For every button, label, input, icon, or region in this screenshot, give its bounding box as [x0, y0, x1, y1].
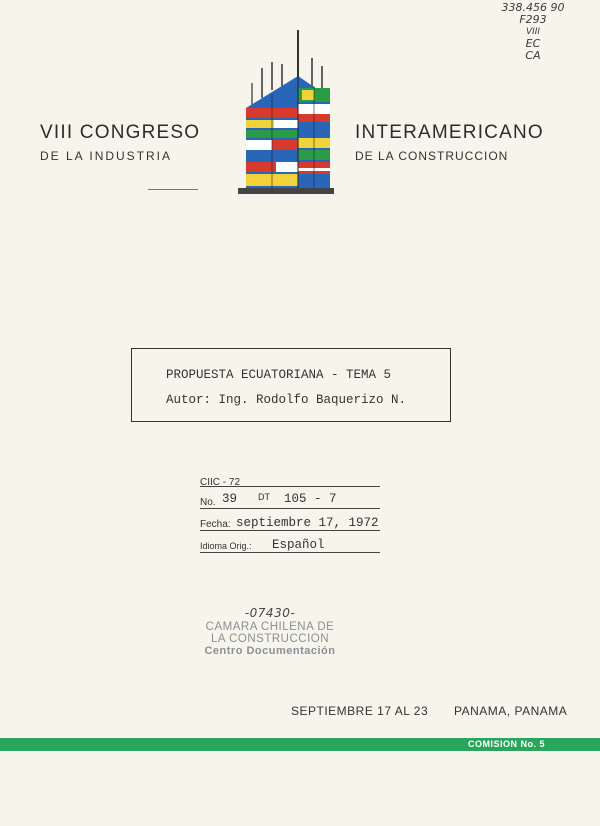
proposal-title: PROPUESTA ECUATORIANA - TEMA 5 — [166, 368, 392, 382]
document-form — [200, 472, 380, 553]
fecha-label: Fecha: — [200, 519, 231, 530]
congress-title: VIII CONGRESO — [40, 122, 201, 143]
form-number-row — [200, 492, 380, 508]
underline — [200, 530, 380, 531]
congress-subtitle: DE LA INDUSTRIA — [40, 149, 173, 163]
stamp-number: -07430- — [244, 606, 296, 620]
underline — [200, 508, 380, 509]
underline — [200, 552, 380, 553]
dt-value: 105 - 7 — [284, 492, 337, 506]
dt-label: DT — [258, 492, 270, 502]
congress-title-right: INTERAMERICANO — [355, 122, 544, 143]
note-line: CA — [525, 49, 541, 62]
divider — [148, 189, 198, 190]
form-date-row — [200, 514, 380, 530]
event-place: PANAMA, PANAMA — [454, 704, 568, 718]
handwritten-catalog-note — [478, 2, 588, 62]
stamp-line: LA CONSTRUCCION — [210, 633, 330, 645]
idioma-label: Idioma Orig.: — [200, 541, 252, 551]
proposal-box — [131, 348, 451, 422]
note-line: 338.456 90 — [501, 1, 565, 14]
proposal-author: Autor: Ing. Rodolfo Baquerizo N. — [166, 393, 407, 407]
no-value: 39 — [222, 492, 238, 506]
fecha-value: septiembre 17, 1972 — [236, 516, 379, 530]
code-label: CIIC - 72 — [200, 477, 241, 488]
note-line: F293 — [519, 13, 547, 26]
event-dates: SEPTIEMBRE 17 AL 23 — [291, 704, 429, 718]
congress-logo-icon — [232, 28, 338, 198]
no-label: No. — [200, 497, 216, 508]
header-right — [355, 122, 544, 163]
library-stamp — [190, 607, 350, 657]
form-code-row — [200, 472, 380, 486]
note-line: EC — [525, 37, 541, 50]
header-left — [40, 122, 210, 163]
form-language-row — [200, 536, 380, 552]
stamp-line: CAMARA CHILENA DE — [205, 621, 335, 633]
stamp-line: Centro Documentación — [204, 645, 336, 657]
comision-label: COMISION No. 5 — [467, 739, 545, 749]
note-line: VIII — [525, 27, 541, 37]
idioma-value: Español — [272, 538, 325, 552]
congress-subtitle-right: DE LA CONSTRUCCION — [355, 149, 509, 163]
